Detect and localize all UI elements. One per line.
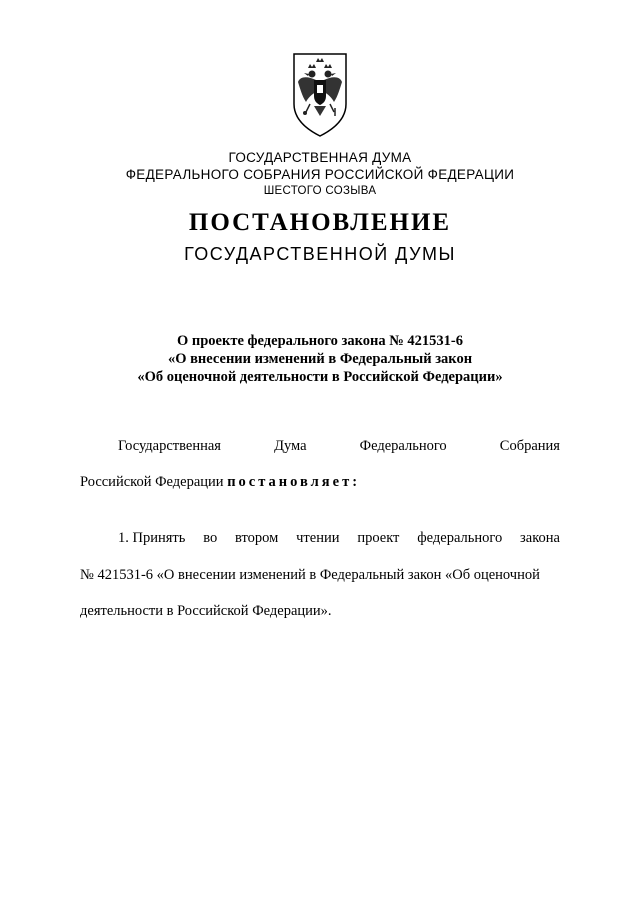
org-line-federal-assembly: ФЕДЕРАЛЬНОГО СОБРАНИЯ РОССИЙСКОЙ ФЕДЕРАЦИИ	[125, 167, 515, 182]
decree-word: постановляет:	[227, 474, 361, 490]
clause-word: проект	[357, 530, 400, 546]
clause-1-line-3: деятельности в Российской Федерации».	[80, 603, 332, 619]
org-line-duma: ГОСУДАРСТВЕННАЯ ДУМА	[228, 150, 412, 165]
clause-1-line-2: № 421531-6 «О внесении изменений в Федеральный закон «Об оценочной	[80, 567, 540, 583]
clause-word: чтении	[296, 530, 340, 546]
clause-word: во	[203, 530, 218, 546]
document-type-title: ПОСТАНОВЛЕНИЕ	[188, 209, 452, 236]
clause-word: закона	[520, 530, 560, 546]
subject-line-2: «О внесении изменений в Федеральный закон	[167, 351, 473, 367]
clause-1-line-1	[118, 530, 560, 547]
preamble-line-2	[80, 474, 360, 491]
preamble-word: Собрания	[499, 438, 560, 454]
preamble-line-1	[118, 438, 560, 455]
clause-word: втором	[235, 530, 279, 546]
subject-line-3: «Об оценочной деятельности в Российской Федерации»	[137, 369, 503, 385]
clause-word: 1. Принять	[118, 530, 186, 546]
russian-coat-of-arms-icon	[290, 52, 350, 138]
preamble-word: Федерального	[359, 438, 447, 454]
preamble-line-2-text: Российской Федерации	[80, 474, 224, 490]
org-line-convocation: ШЕСТОГО СОЗЫВА	[263, 185, 377, 197]
subject-line-1: О проекте федерального закона № 421531-6	[176, 333, 464, 349]
preamble-word: Государственная	[118, 438, 221, 454]
clause-word: федерального	[417, 530, 503, 546]
document-issuer: ГОСУДАРСТВЕННОЙ ДУМЫ	[184, 244, 456, 264]
preamble-word: Дума	[274, 438, 307, 454]
